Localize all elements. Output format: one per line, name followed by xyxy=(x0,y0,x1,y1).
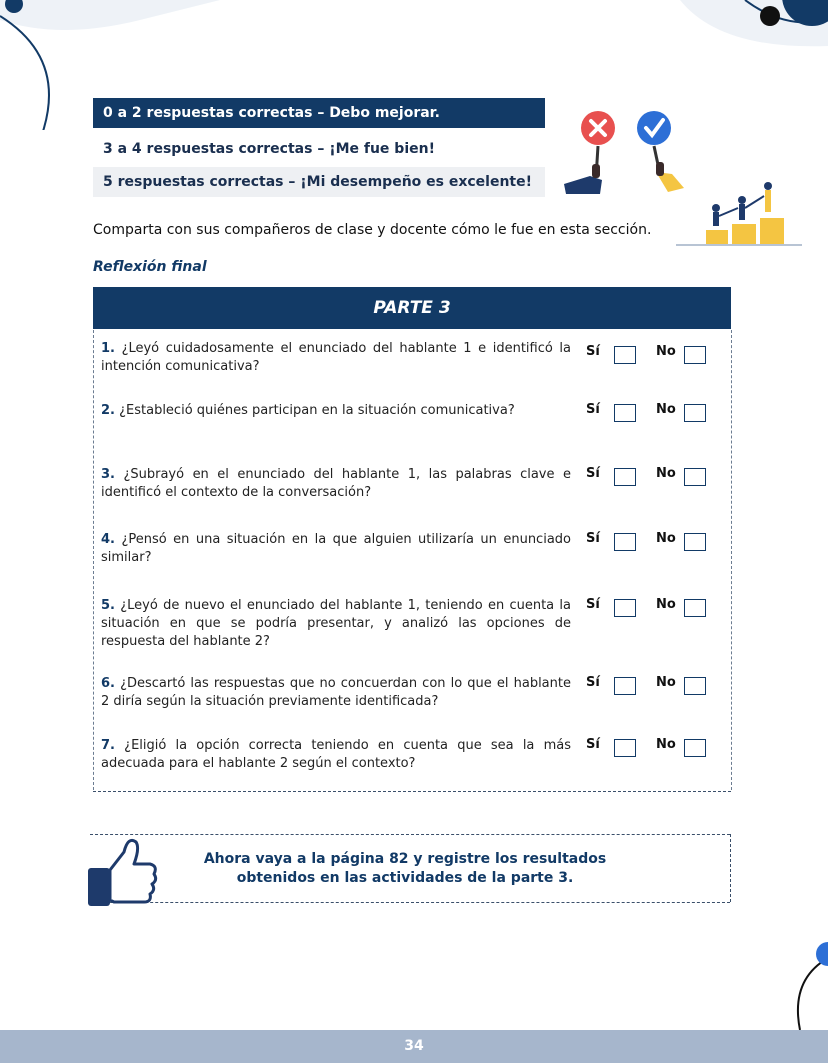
signs-illustration-icon xyxy=(560,108,690,198)
yes-checkbox-6[interactable] xyxy=(614,677,636,695)
note-box-top xyxy=(90,834,730,835)
note-box-right xyxy=(730,834,732,902)
yes-checkbox-7[interactable] xyxy=(614,739,636,757)
compare-instruction: Comparta con sus compañeros de clase y docente cómo le fue en esta sección. xyxy=(93,222,652,238)
yes-label-7: Sí xyxy=(586,737,600,752)
scale-band-high: 5 respuestas correctas – ¡Mi desempeño es excelente! xyxy=(93,167,545,197)
bottom-decoration xyxy=(790,940,828,1030)
note-box-bottom xyxy=(90,902,730,903)
podium-teamwork-icon xyxy=(676,178,804,248)
no-label-1: No xyxy=(656,344,676,359)
no-checkbox-3[interactable] xyxy=(684,468,706,486)
question-7: 7. ¿Eligió la opción correcta teniendo en cuenta que sea la más adecuada para el hablante 2 según el contexto? xyxy=(101,738,571,771)
yes-label-1: Sí xyxy=(586,344,600,359)
yes-checkbox-2[interactable] xyxy=(614,404,636,422)
question-1: 1. ¿Leyó cuidadosamente el enunciado del hablante 1 e identificó la intención comunicativa? xyxy=(101,341,571,374)
page-number: 34 xyxy=(404,1038,424,1054)
no-checkbox-6[interactable] xyxy=(684,677,706,695)
yes-checkbox-5[interactable] xyxy=(614,599,636,617)
question-6: 6. ¿Descartó las respuestas que no concuerdan con lo que el hablante 2 diría según la situación previamente identificada? xyxy=(101,676,571,709)
yes-checkbox-3[interactable] xyxy=(614,468,636,486)
note-text: Ahora vaya a la página 82 y registre los resultados obtenidos en las actividades de la parte 3. xyxy=(203,851,607,886)
no-checkbox-4[interactable] xyxy=(684,533,706,551)
thumbs-up-icon xyxy=(84,832,164,912)
yes-checkbox-4[interactable] xyxy=(614,533,636,551)
no-checkbox-2[interactable] xyxy=(684,404,706,422)
yes-label-3: Sí xyxy=(586,466,600,481)
yes-label-6: Sí xyxy=(586,675,600,690)
no-checkbox-5[interactable] xyxy=(684,599,706,617)
no-label-7: No xyxy=(656,737,676,752)
scale-band-mid: 3 a 4 respuestas correctas – ¡Me fue bien! xyxy=(93,134,545,164)
no-label-4: No xyxy=(656,531,676,546)
no-checkbox-1[interactable] xyxy=(684,346,706,364)
question-5: 5. ¿Leyó de nuevo el enunciado del hablante 1, teniendo en cuenta la situación en que se podría presentar, y analizó las opciones de respuesta del hablante 2? xyxy=(101,598,571,649)
no-label-6: No xyxy=(656,675,676,690)
scale-band-low: 0 a 2 respuestas correctas – Debo mejorar. xyxy=(93,98,545,128)
table-right-border xyxy=(731,330,733,790)
yes-label-5: Sí xyxy=(586,597,600,612)
no-label-2: No xyxy=(656,402,676,417)
table-bottom-border xyxy=(93,791,731,792)
question-3: 3. ¿Subrayó en el enunciado del hablante 1, las palabras clave e identificó el contexto de la conversación? xyxy=(101,467,571,500)
no-label-3: No xyxy=(656,466,676,481)
no-checkbox-7[interactable] xyxy=(684,739,706,757)
yes-label-4: Sí xyxy=(586,531,600,546)
question-2: 2. ¿Estableció quiénes participan en la situación comunicativa? xyxy=(101,403,515,418)
table-left-border xyxy=(93,330,95,790)
yes-checkbox-1[interactable] xyxy=(614,346,636,364)
reflection-title: Reflexión final xyxy=(93,259,207,275)
table-header: PARTE 3 xyxy=(93,287,731,329)
question-4: 4. ¿Pensó en una situación en la que alguien utilizaría un enunciado similar? xyxy=(101,532,571,565)
yes-label-2: Sí xyxy=(586,402,600,417)
no-label-5: No xyxy=(656,597,676,612)
